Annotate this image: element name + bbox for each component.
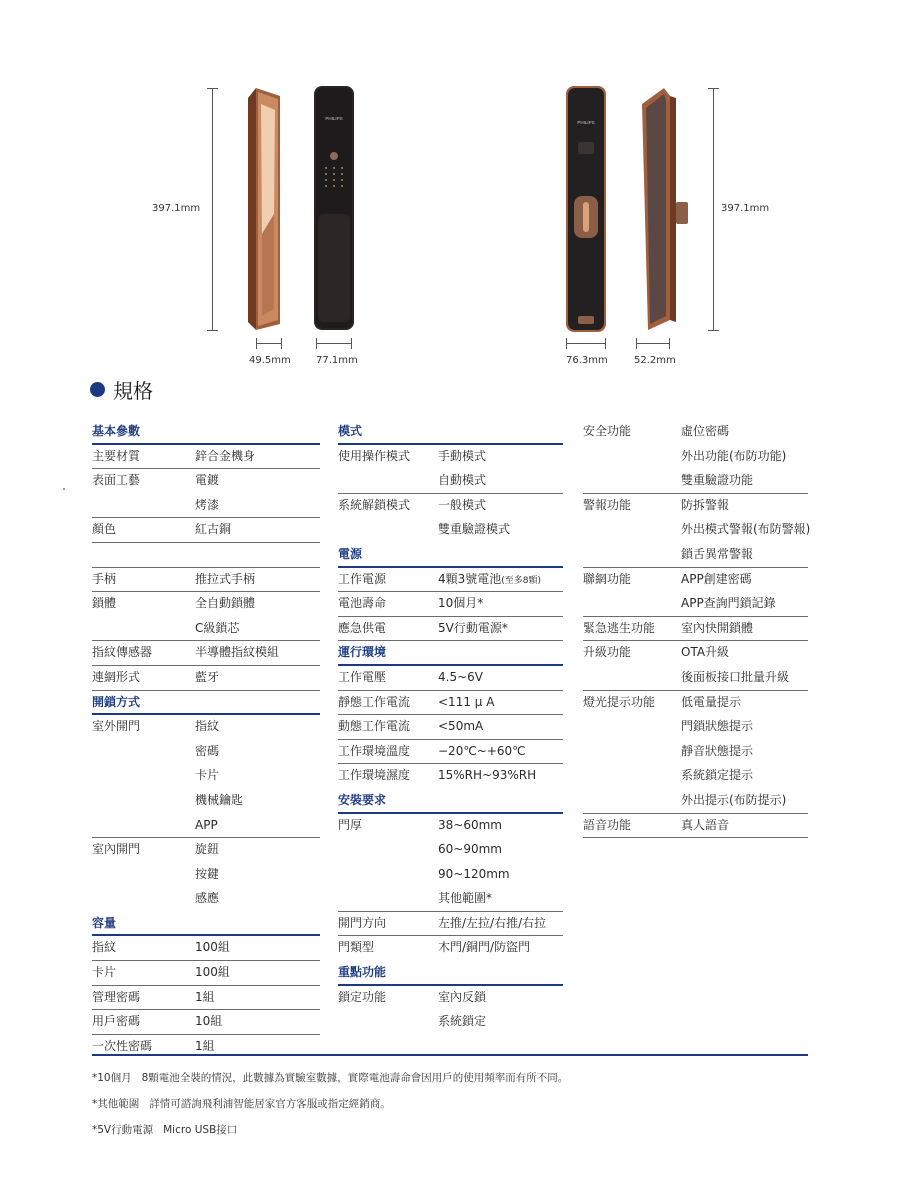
spec-key: 應急供電 (338, 620, 387, 635)
spec-value-text: 100組 (195, 965, 230, 980)
footnote (92, 1096, 568, 1122)
spec-value-text: −20℃~+60℃ (438, 743, 526, 758)
spec-row (583, 518, 811, 543)
spec-value-text: 門鎖狀態提示 (681, 719, 754, 734)
spec-value-text: APP (195, 817, 218, 832)
spec-row (92, 617, 320, 642)
dimension-tick (708, 88, 719, 89)
depth-label-front: 49.5mm (249, 355, 291, 366)
dimension-tick (708, 330, 719, 331)
spec-value-text: 外出模式警報(布防警報) (681, 522, 811, 537)
spec-value (195, 986, 215, 1009)
spec-value-text: 鎖舌異常警報 (681, 546, 754, 561)
spec-key: 聯網功能 (583, 571, 632, 586)
footnote (92, 1122, 568, 1148)
spec-value-text: 感應 (195, 891, 220, 906)
spec-row (338, 740, 563, 765)
spec-value (681, 641, 729, 664)
spec-value (438, 592, 483, 615)
spec-value-text: 按鍵 (195, 866, 220, 881)
spec-value-text: 手動模式 (438, 448, 487, 463)
spec-value (195, 814, 218, 837)
spec-value-text: 38~60mm (438, 817, 502, 832)
spec-group-title: 模式 (338, 424, 363, 438)
spec-row (92, 986, 320, 1011)
spec-key: 開門方向 (338, 915, 387, 930)
spec-value (681, 691, 741, 714)
product-drawings (0, 0, 900, 370)
spec-value-text: 防拆警報 (681, 497, 730, 512)
lock-front-view (312, 84, 356, 332)
spec-group-header (338, 961, 563, 986)
spec-value (438, 494, 486, 517)
spec-key: 顏色 (92, 522, 117, 537)
spec-key: 語音功能 (583, 817, 632, 832)
depth-label-back: 52.2mm (634, 355, 676, 366)
spec-value-text: 10組 (195, 1014, 223, 1029)
spec-row (92, 715, 320, 740)
spec-key: 靜態工作電流 (338, 694, 411, 709)
dimension-tick (636, 338, 637, 349)
stray-mark (63, 488, 65, 490)
spec-row (92, 887, 320, 912)
spec-value (681, 592, 776, 615)
spec-group-header (338, 420, 563, 445)
spec-value (195, 863, 219, 886)
spec-value (195, 838, 219, 861)
spec-row (338, 838, 563, 863)
spec-group-title: 運行環境 (338, 645, 387, 660)
spec-value-text: 真人語音 (681, 817, 730, 832)
brand-text-front: PHILIPS (325, 116, 343, 121)
spec-key: 工作環境溫度 (338, 743, 411, 758)
spec-row (338, 617, 563, 642)
spec-value-text: 系統鎖定 (438, 1014, 487, 1029)
spec-row (92, 469, 320, 494)
spec-group-header (338, 789, 563, 814)
spec-row (583, 641, 808, 666)
spec-value (195, 764, 219, 787)
spec-row (92, 568, 320, 593)
dimension-line-depth (256, 343, 282, 344)
height-label-right: 397.1mm (721, 203, 770, 214)
brand-text-back: PHILIPS (577, 120, 595, 125)
spec-value (681, 518, 810, 541)
spec-value (438, 568, 541, 593)
spec-value-text: APP創建密碼 (681, 571, 752, 586)
dimension-line-width (316, 343, 352, 344)
spec-value (438, 838, 502, 861)
spec-row (338, 666, 563, 691)
spec-row (92, 666, 320, 691)
spec-row (583, 420, 808, 445)
spec-value (195, 494, 219, 517)
spec-value-text: 一般模式 (438, 497, 487, 512)
spec-value-text: <50mA (438, 719, 484, 734)
dimension-tick (669, 338, 670, 349)
spec-key: 表面工藝 (92, 473, 141, 488)
spec-key: 工作電壓 (338, 669, 387, 684)
spec-value-text: 旋鈕 (195, 842, 220, 857)
footnote-text: 詳情可諮詢飛利浦智能居家官方客服或指定經銷商。 (149, 1098, 391, 1110)
spec-value (681, 543, 753, 566)
spec-value (195, 518, 231, 541)
dimension-tick (605, 338, 606, 349)
spec-row (92, 814, 320, 839)
spec-value-text: 4顆3號電池 (438, 571, 502, 586)
lock-back-view (564, 84, 608, 334)
spec-value-text: 室內快開鎖體 (681, 620, 754, 635)
dimension-tick (351, 338, 352, 349)
spec-group-header (92, 691, 320, 716)
spec-key: 燈光提示功能 (583, 694, 656, 709)
spec-row (583, 715, 808, 740)
spec-value (681, 617, 753, 640)
spec-value (438, 469, 486, 492)
spec-row (338, 764, 563, 789)
spec-value (438, 445, 486, 468)
spec-value-text: 系統鎖定提示 (681, 768, 754, 783)
spec-value (195, 469, 219, 492)
spec-row (92, 518, 320, 543)
spec-row (338, 986, 563, 1011)
spec-value-text: 全自動鎖體 (195, 596, 256, 611)
spec-value-text: 卡片 (195, 768, 220, 783)
spec-value-text: 烤漆 (195, 497, 220, 512)
spec-row (338, 887, 563, 912)
spec-value-text: 其他範圍* (438, 891, 493, 906)
spec-row (583, 568, 808, 593)
spec-row (92, 641, 320, 666)
spec-row (92, 863, 320, 888)
spec-row (92, 494, 320, 519)
spec-value (681, 764, 753, 787)
spec-column-2 (338, 420, 563, 1035)
spec-group-header (338, 543, 563, 568)
spec-key: 系統解鎖模式 (338, 497, 411, 512)
spec-row (92, 764, 320, 789)
footnote-label: *5V行動電源 (92, 1124, 154, 1136)
spec-group-title: 電源 (338, 546, 363, 561)
spec-key: 室外開門 (92, 719, 141, 734)
footnote-text: Micro USB接口 (163, 1124, 238, 1136)
spec-row (338, 518, 563, 543)
spec-row (338, 568, 563, 593)
spec-row (338, 715, 563, 740)
spec-value (438, 863, 510, 886)
spec-key: 室內開門 (92, 842, 141, 857)
spec-value (195, 641, 279, 664)
spec-value-text: 60~90mm (438, 842, 502, 857)
spec-value-text: 1組 (195, 989, 215, 1004)
spec-value-text: <111 μ A (438, 694, 495, 709)
spec-value (438, 936, 530, 959)
spec-value (681, 568, 752, 591)
spec-row (338, 814, 563, 839)
spec-value-text: C級鎖芯 (195, 620, 240, 635)
spec-value (438, 715, 483, 738)
spec-key: 卡片 (92, 965, 117, 980)
spec-key: 安全功能 (583, 424, 632, 438)
spec-value (681, 814, 729, 837)
spec-value (438, 666, 483, 689)
spec-row (338, 445, 563, 470)
spec-key: 指紋 (92, 940, 117, 955)
spec-key: 主要材質 (92, 448, 141, 463)
spec-value (438, 1010, 486, 1033)
width-label-back: 76.3mm (566, 355, 608, 366)
spec-row (338, 912, 563, 937)
footnotes (92, 1070, 568, 1148)
spec-value-text: 外出提示(布防提示) (681, 792, 787, 807)
spec-value (195, 1010, 222, 1033)
spec-key: 動態工作電流 (338, 719, 411, 734)
spec-value (681, 666, 789, 689)
spec-value-text: 推拉式手柄 (195, 571, 256, 586)
spec-value (438, 986, 486, 1009)
spec-row (92, 592, 320, 617)
spec-row (583, 814, 808, 839)
spec-section-header (90, 376, 153, 402)
spec-value (195, 715, 219, 738)
spec-group-title: 安裝要求 (338, 792, 387, 807)
spec-row (92, 936, 320, 961)
spec-value (438, 887, 492, 910)
spec-group-title: 容量 (92, 915, 117, 930)
footnote-label: *10個月 (92, 1072, 132, 1084)
spec-row (583, 691, 808, 716)
spec-key: 指紋傳感器 (92, 645, 153, 660)
spec-key: 鎖體 (92, 596, 117, 611)
spec-value-text: 室內反鎖 (438, 989, 487, 1004)
spec-value-text: 1組 (195, 1038, 215, 1053)
spec-key: 門類型 (338, 940, 375, 955)
spec-row (338, 592, 563, 617)
spec-value-text: 紅古銅 (195, 522, 232, 537)
spec-value (438, 740, 526, 763)
spec-value-note: (至多8顆) (501, 575, 542, 586)
spec-key: 警報功能 (583, 497, 632, 512)
spec-value-text: 密碼 (195, 743, 220, 758)
spec-row (583, 543, 808, 568)
dimension-line-depth (636, 343, 670, 344)
dimension-tick (207, 330, 218, 331)
spec-column-1 (92, 420, 320, 1059)
spec-value (681, 715, 753, 738)
spec-value (438, 617, 508, 640)
lock-side-view-front (240, 84, 286, 334)
spec-value-text: 鋅合金機身 (195, 448, 256, 463)
spec-key: 門厚 (338, 817, 363, 832)
spec-row (338, 863, 563, 888)
spec-key: 緊急逃生功能 (583, 620, 656, 635)
spec-value-text: 木門/銅門/防盜門 (438, 940, 531, 955)
spec-value (681, 469, 753, 492)
spec-value-text: 虛位密碼 (681, 424, 730, 438)
spec-row (92, 543, 320, 568)
spec-row (92, 838, 320, 863)
spec-key: 鎖定功能 (338, 989, 387, 1004)
spec-value-text: 低電量提示 (681, 694, 742, 709)
dimension-line-left (212, 88, 213, 330)
spec-row (92, 740, 320, 765)
spec-row (583, 445, 808, 470)
spec-value-text: 雙重驗證功能 (681, 473, 754, 488)
table-bottom-rule (92, 1054, 808, 1056)
spec-group-header (338, 641, 563, 666)
dimension-tick (566, 338, 567, 349)
spec-value-text: 雙重驗證模式 (438, 522, 511, 537)
spec-value-text: 15%RH~93%RH (438, 768, 537, 783)
spec-row (338, 1010, 563, 1035)
spec-value (195, 936, 230, 959)
spec-value (438, 814, 502, 837)
spec-value (438, 518, 510, 541)
spec-row (583, 740, 808, 765)
spec-row (338, 494, 563, 519)
spec-key: 電池壽命 (338, 596, 387, 611)
spec-value (438, 764, 536, 787)
spec-value (681, 494, 729, 517)
lock-side-view-back (634, 84, 692, 334)
spec-value-text: 半導體指紋模組 (195, 645, 280, 660)
spec-value-text: 外出功能(布防功能) (681, 448, 787, 463)
spec-group-header (92, 912, 320, 937)
spec-row (92, 961, 320, 986)
spec-group-title: 開鎖方式 (92, 694, 141, 709)
bullet-dot-icon (90, 382, 105, 397)
spec-value (195, 666, 219, 689)
spec-column-3 (583, 420, 811, 838)
spec-key: 使用操作模式 (338, 448, 411, 463)
spec-row (92, 1010, 320, 1035)
dimension-line-right (713, 88, 714, 330)
spec-value (681, 420, 729, 443)
spec-key: 工作電源 (338, 571, 387, 586)
spec-key: 手柄 (92, 571, 117, 586)
spec-row (338, 469, 563, 494)
spec-group-header (92, 420, 320, 445)
spec-group-title: 基本參數 (92, 424, 141, 438)
spec-value (681, 740, 753, 763)
spec-value (195, 617, 239, 640)
spec-value-text: 5V行動電源* (438, 620, 508, 635)
spec-key: 管理密碼 (92, 989, 141, 1004)
spec-value-text: 機械鑰匙 (195, 792, 244, 807)
spec-key: 工作環境濕度 (338, 768, 411, 783)
spec-row (583, 494, 808, 519)
spec-value-text: APP查詢門鎖記錄 (681, 596, 776, 611)
spec-row (92, 445, 320, 470)
spec-value-text: 左推/左拉/右推/右拉 (438, 915, 547, 930)
dimension-tick (256, 338, 257, 349)
spec-value (195, 961, 230, 984)
spec-value (681, 789, 786, 812)
dimension-tick (316, 338, 317, 349)
spec-key: 一次性密碼 (92, 1038, 153, 1053)
spec-value-text: 後面板接口批量升級 (681, 669, 790, 684)
dimension-tick (207, 88, 218, 89)
spec-value (195, 789, 243, 812)
footnote-label: *其他範圍 (92, 1098, 140, 1110)
spec-row (583, 592, 808, 617)
spec-value-text: 藍牙 (195, 669, 220, 684)
spec-value-text: 4.5~6V (438, 669, 483, 684)
spec-key: 連網形式 (92, 669, 141, 684)
spec-section-title: 規格 (113, 378, 153, 403)
spec-value (195, 740, 219, 763)
spec-value-text: 靜音狀態提示 (681, 743, 754, 758)
spec-key: 用戶密碼 (92, 1014, 141, 1029)
dimension-line-width (566, 343, 606, 344)
width-label-front: 77.1mm (316, 355, 358, 366)
spec-value (438, 912, 546, 935)
spec-row (338, 691, 563, 716)
spec-value-text: OTA升級 (681, 645, 730, 660)
spec-row (583, 469, 808, 494)
spec-value (195, 445, 255, 468)
spec-value-text: 自動模式 (438, 473, 487, 488)
spec-row (583, 764, 808, 789)
footnote-text: 8顆電池全裝的情況，此數據為實驗室數據，實際電池壽命會因用戶的使用頻率而有所不同。 (141, 1072, 569, 1084)
spec-value-text: 90~120mm (438, 866, 510, 881)
spec-group-title: 重點功能 (338, 965, 387, 980)
spec-value-text: 100組 (195, 940, 230, 955)
spec-row (583, 789, 808, 814)
spec-row (92, 789, 320, 814)
spec-row (583, 617, 808, 642)
spec-value-text: 指紋 (195, 719, 220, 734)
spec-value (681, 445, 786, 468)
spec-value (195, 592, 255, 615)
spec-row (583, 666, 808, 691)
spec-value (195, 568, 255, 591)
spec-row (338, 936, 563, 961)
footnote (92, 1070, 568, 1096)
spec-key: 升級功能 (583, 645, 632, 660)
height-label-left: 397.1mm (152, 203, 201, 214)
spec-value (438, 691, 494, 714)
spec-value-text: 電鍍 (195, 473, 220, 488)
spec-value (195, 887, 219, 910)
dimension-tick (281, 338, 282, 349)
spec-value-text: 10個月* (438, 596, 484, 611)
